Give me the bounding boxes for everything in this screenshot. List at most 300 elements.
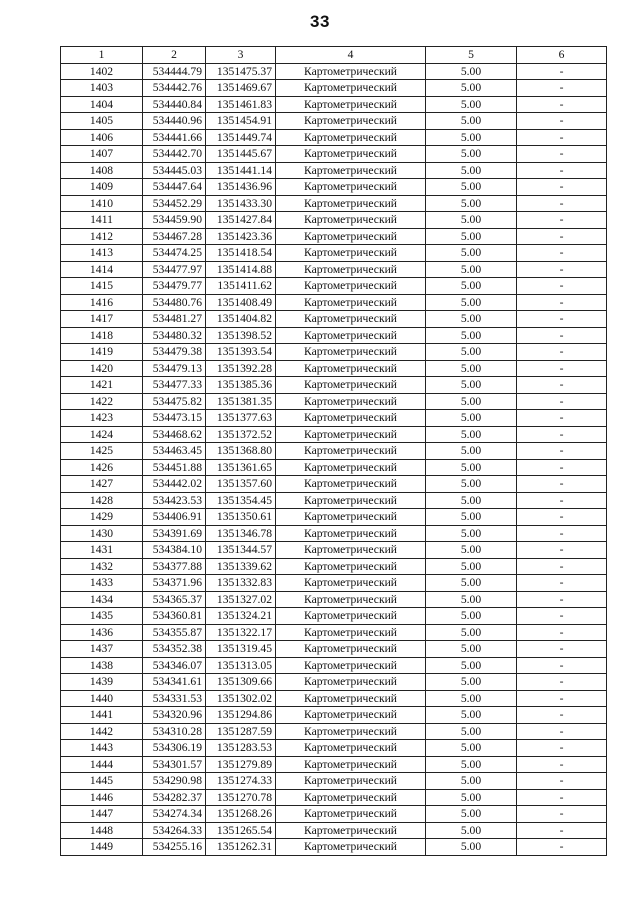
method-cell: Картометрический — [276, 245, 426, 262]
accuracy-cell: 5.00 — [426, 723, 517, 740]
column-header-6: 6 — [517, 47, 607, 64]
y-coordinate-cell: 1351313.05 — [206, 657, 276, 674]
x-coordinate-cell: 534290.98 — [143, 773, 206, 790]
note-cell: - — [517, 492, 607, 509]
method-cell: Картометрический — [276, 608, 426, 625]
point-number-cell: 1427 — [61, 476, 143, 493]
method-cell: Картометрический — [276, 591, 426, 608]
point-number-cell: 1413 — [61, 245, 143, 262]
accuracy-cell: 5.00 — [426, 327, 517, 344]
point-number-cell: 1449 — [61, 839, 143, 856]
point-number-cell: 1411 — [61, 212, 143, 229]
table-row — [61, 756, 607, 773]
accuracy-cell: 5.00 — [426, 839, 517, 856]
table-row — [61, 459, 607, 476]
table-row — [61, 179, 607, 196]
note-cell: - — [517, 129, 607, 146]
x-coordinate-cell: 534467.28 — [143, 228, 206, 245]
accuracy-cell: 5.00 — [426, 360, 517, 377]
accuracy-cell: 5.00 — [426, 740, 517, 757]
table-row — [61, 228, 607, 245]
method-cell: Картометрический — [276, 542, 426, 559]
y-coordinate-cell: 1351469.67 — [206, 80, 276, 97]
method-cell: Картометрический — [276, 822, 426, 839]
point-number-cell: 1408 — [61, 162, 143, 179]
y-coordinate-cell: 1351327.02 — [206, 591, 276, 608]
x-coordinate-cell: 534282.37 — [143, 789, 206, 806]
table-row — [61, 542, 607, 559]
y-coordinate-cell: 1351265.54 — [206, 822, 276, 839]
note-cell: - — [517, 459, 607, 476]
table-row — [61, 129, 607, 146]
accuracy-cell: 5.00 — [426, 426, 517, 443]
note-cell: - — [517, 624, 607, 641]
accuracy-cell: 5.00 — [426, 278, 517, 295]
accuracy-cell: 5.00 — [426, 509, 517, 526]
method-cell: Картометрический — [276, 723, 426, 740]
x-coordinate-cell: 534479.13 — [143, 360, 206, 377]
note-cell: - — [517, 80, 607, 97]
x-coordinate-cell: 534331.53 — [143, 690, 206, 707]
y-coordinate-cell: 1351372.52 — [206, 426, 276, 443]
method-cell: Картометрический — [276, 344, 426, 361]
method-cell: Картометрический — [276, 327, 426, 344]
x-coordinate-cell: 534360.81 — [143, 608, 206, 625]
x-coordinate-cell: 534274.34 — [143, 806, 206, 823]
x-coordinate-cell: 534320.96 — [143, 707, 206, 724]
note-cell: - — [517, 641, 607, 658]
method-cell: Картометрический — [276, 63, 426, 80]
table-row — [61, 624, 607, 641]
table-row — [61, 212, 607, 229]
column-header-5: 5 — [426, 47, 517, 64]
accuracy-cell: 5.00 — [426, 641, 517, 658]
point-number-cell: 1416 — [61, 294, 143, 311]
accuracy-cell: 5.00 — [426, 492, 517, 509]
x-coordinate-cell: 534479.77 — [143, 278, 206, 295]
accuracy-cell: 5.00 — [426, 162, 517, 179]
point-number-cell: 1434 — [61, 591, 143, 608]
accuracy-cell: 5.00 — [426, 657, 517, 674]
y-coordinate-cell: 1351332.83 — [206, 575, 276, 592]
table-row — [61, 690, 607, 707]
y-coordinate-cell: 1351344.57 — [206, 542, 276, 559]
point-number-cell: 1429 — [61, 509, 143, 526]
x-coordinate-cell: 534444.79 — [143, 63, 206, 80]
method-cell: Картометрический — [276, 377, 426, 394]
x-coordinate-cell: 534352.38 — [143, 641, 206, 658]
method-cell: Картометрический — [276, 707, 426, 724]
point-number-cell: 1431 — [61, 542, 143, 559]
table-row — [61, 393, 607, 410]
method-cell: Картометрический — [276, 278, 426, 295]
accuracy-cell: 5.00 — [426, 377, 517, 394]
note-cell: - — [517, 558, 607, 575]
point-number-cell: 1435 — [61, 608, 143, 625]
point-number-cell: 1448 — [61, 822, 143, 839]
point-number-cell: 1412 — [61, 228, 143, 245]
method-cell: Картометрический — [276, 228, 426, 245]
y-coordinate-cell: 1351346.78 — [206, 525, 276, 542]
note-cell: - — [517, 542, 607, 559]
point-number-cell: 1441 — [61, 707, 143, 724]
table-row — [61, 195, 607, 212]
note-cell: - — [517, 657, 607, 674]
accuracy-cell: 5.00 — [426, 806, 517, 823]
table-row — [61, 674, 607, 691]
x-coordinate-cell: 534406.91 — [143, 509, 206, 526]
table-row — [61, 261, 607, 278]
table-row — [61, 344, 607, 361]
table-row — [61, 80, 607, 97]
method-cell: Картометрический — [276, 410, 426, 427]
point-number-cell: 1438 — [61, 657, 143, 674]
note-cell: - — [517, 740, 607, 757]
accuracy-cell: 5.00 — [426, 476, 517, 493]
x-coordinate-cell: 534452.29 — [143, 195, 206, 212]
column-header-1: 1 — [61, 47, 143, 64]
column-header-4: 4 — [276, 47, 426, 64]
point-number-cell: 1421 — [61, 377, 143, 394]
note-cell: - — [517, 426, 607, 443]
note-cell: - — [517, 773, 607, 790]
accuracy-cell: 5.00 — [426, 575, 517, 592]
y-coordinate-cell: 1351268.26 — [206, 806, 276, 823]
accuracy-cell: 5.00 — [426, 212, 517, 229]
point-number-cell: 1444 — [61, 756, 143, 773]
accuracy-cell: 5.00 — [426, 63, 517, 80]
x-coordinate-cell: 534477.33 — [143, 377, 206, 394]
table-row — [61, 63, 607, 80]
y-coordinate-cell: 1351393.54 — [206, 344, 276, 361]
method-cell: Картометрический — [276, 641, 426, 658]
accuracy-cell: 5.00 — [426, 773, 517, 790]
table-row — [61, 476, 607, 493]
x-coordinate-cell: 534423.53 — [143, 492, 206, 509]
method-cell: Картометрический — [276, 839, 426, 856]
y-coordinate-cell: 1351461.83 — [206, 96, 276, 113]
accuracy-cell: 5.00 — [426, 707, 517, 724]
accuracy-cell: 5.00 — [426, 195, 517, 212]
table-row — [61, 822, 607, 839]
y-coordinate-cell: 1351279.89 — [206, 756, 276, 773]
method-cell: Картометрический — [276, 492, 426, 509]
accuracy-cell: 5.00 — [426, 113, 517, 130]
accuracy-cell: 5.00 — [426, 789, 517, 806]
point-number-cell: 1433 — [61, 575, 143, 592]
x-coordinate-cell: 534477.97 — [143, 261, 206, 278]
method-cell: Картометрический — [276, 426, 426, 443]
x-coordinate-cell: 534355.87 — [143, 624, 206, 641]
point-number-cell: 1410 — [61, 195, 143, 212]
method-cell: Картометрический — [276, 509, 426, 526]
point-number-cell: 1404 — [61, 96, 143, 113]
accuracy-cell: 5.00 — [426, 608, 517, 625]
method-cell: Картометрический — [276, 789, 426, 806]
x-coordinate-cell: 534442.76 — [143, 80, 206, 97]
x-coordinate-cell: 534301.57 — [143, 756, 206, 773]
point-number-cell: 1428 — [61, 492, 143, 509]
x-coordinate-cell: 534441.66 — [143, 129, 206, 146]
note-cell: - — [517, 360, 607, 377]
method-cell: Картометрический — [276, 773, 426, 790]
point-number-cell: 1439 — [61, 674, 143, 691]
note-cell: - — [517, 789, 607, 806]
table-row — [61, 575, 607, 592]
table-row — [61, 492, 607, 509]
accuracy-cell: 5.00 — [426, 146, 517, 163]
y-coordinate-cell: 1351309.66 — [206, 674, 276, 691]
table-row — [61, 641, 607, 658]
x-coordinate-cell: 534391.69 — [143, 525, 206, 542]
header-row — [61, 47, 607, 64]
x-coordinate-cell: 534264.33 — [143, 822, 206, 839]
note-cell: - — [517, 63, 607, 80]
point-number-cell: 1430 — [61, 525, 143, 542]
x-coordinate-cell: 534365.37 — [143, 591, 206, 608]
method-cell: Картометрический — [276, 162, 426, 179]
x-coordinate-cell: 534371.96 — [143, 575, 206, 592]
method-cell: Картометрический — [276, 690, 426, 707]
y-coordinate-cell: 1351294.86 — [206, 707, 276, 724]
note-cell: - — [517, 806, 607, 823]
y-coordinate-cell: 1351427.84 — [206, 212, 276, 229]
point-number-cell: 1446 — [61, 789, 143, 806]
x-coordinate-cell: 534445.03 — [143, 162, 206, 179]
x-coordinate-cell: 534442.02 — [143, 476, 206, 493]
method-cell: Картометрический — [276, 96, 426, 113]
accuracy-cell: 5.00 — [426, 525, 517, 542]
method-cell: Картометрический — [276, 311, 426, 328]
note-cell: - — [517, 327, 607, 344]
note-cell: - — [517, 674, 607, 691]
table-row — [61, 278, 607, 295]
note-cell: - — [517, 212, 607, 229]
y-coordinate-cell: 1351361.65 — [206, 459, 276, 476]
note-cell: - — [517, 228, 607, 245]
table-row — [61, 509, 607, 526]
table-header — [61, 47, 607, 64]
table-row — [61, 377, 607, 394]
x-coordinate-cell: 534463.45 — [143, 443, 206, 460]
accuracy-cell: 5.00 — [426, 294, 517, 311]
note-cell: - — [517, 179, 607, 196]
note-cell: - — [517, 410, 607, 427]
note-cell: - — [517, 690, 607, 707]
y-coordinate-cell: 1351377.63 — [206, 410, 276, 427]
table-row — [61, 146, 607, 163]
method-cell: Картометрический — [276, 393, 426, 410]
x-coordinate-cell: 534459.90 — [143, 212, 206, 229]
point-number-cell: 1415 — [61, 278, 143, 295]
point-number-cell: 1414 — [61, 261, 143, 278]
accuracy-cell: 5.00 — [426, 443, 517, 460]
point-number-cell: 1409 — [61, 179, 143, 196]
method-cell: Картометрический — [276, 558, 426, 575]
y-coordinate-cell: 1351423.36 — [206, 228, 276, 245]
y-coordinate-cell: 1351475.37 — [206, 63, 276, 80]
accuracy-cell: 5.00 — [426, 96, 517, 113]
note-cell: - — [517, 608, 607, 625]
note-cell: - — [517, 245, 607, 262]
x-coordinate-cell: 534442.70 — [143, 146, 206, 163]
table-row — [61, 839, 607, 856]
table-row — [61, 558, 607, 575]
note-cell: - — [517, 377, 607, 394]
accuracy-cell: 5.00 — [426, 311, 517, 328]
accuracy-cell: 5.00 — [426, 261, 517, 278]
point-number-cell: 1440 — [61, 690, 143, 707]
point-number-cell: 1418 — [61, 327, 143, 344]
accuracy-cell: 5.00 — [426, 822, 517, 839]
accuracy-cell: 5.00 — [426, 80, 517, 97]
y-coordinate-cell: 1351357.60 — [206, 476, 276, 493]
method-cell: Картометрический — [276, 113, 426, 130]
y-coordinate-cell: 1351287.59 — [206, 723, 276, 740]
note-cell: - — [517, 476, 607, 493]
note-cell: - — [517, 113, 607, 130]
y-coordinate-cell: 1351441.14 — [206, 162, 276, 179]
y-coordinate-cell: 1351368.80 — [206, 443, 276, 460]
table-row — [61, 591, 607, 608]
table-row — [61, 723, 607, 740]
accuracy-cell: 5.00 — [426, 459, 517, 476]
y-coordinate-cell: 1351385.36 — [206, 377, 276, 394]
method-cell: Картометрический — [276, 806, 426, 823]
accuracy-cell: 5.00 — [426, 393, 517, 410]
method-cell: Картометрический — [276, 575, 426, 592]
x-coordinate-cell: 534310.28 — [143, 723, 206, 740]
x-coordinate-cell: 534475.82 — [143, 393, 206, 410]
table-row — [61, 96, 607, 113]
point-number-cell: 1426 — [61, 459, 143, 476]
point-number-cell: 1417 — [61, 311, 143, 328]
table-row — [61, 525, 607, 542]
y-coordinate-cell: 1351408.49 — [206, 294, 276, 311]
note-cell: - — [517, 509, 607, 526]
table-row — [61, 707, 607, 724]
accuracy-cell: 5.00 — [426, 591, 517, 608]
point-number-cell: 1402 — [61, 63, 143, 80]
table-row — [61, 245, 607, 262]
point-number-cell: 1443 — [61, 740, 143, 757]
method-cell: Картометрический — [276, 740, 426, 757]
y-coordinate-cell: 1351324.21 — [206, 608, 276, 625]
table-row — [61, 657, 607, 674]
accuracy-cell: 5.00 — [426, 674, 517, 691]
y-coordinate-cell: 1351283.53 — [206, 740, 276, 757]
y-coordinate-cell: 1351322.17 — [206, 624, 276, 641]
method-cell: Картометрический — [276, 195, 426, 212]
point-number-cell: 1407 — [61, 146, 143, 163]
y-coordinate-cell: 1351274.33 — [206, 773, 276, 790]
x-coordinate-cell: 534480.32 — [143, 327, 206, 344]
point-number-cell: 1403 — [61, 80, 143, 97]
point-number-cell: 1442 — [61, 723, 143, 740]
y-coordinate-cell: 1351404.82 — [206, 311, 276, 328]
x-coordinate-cell: 534346.07 — [143, 657, 206, 674]
accuracy-cell: 5.00 — [426, 624, 517, 641]
y-coordinate-cell: 1351270.78 — [206, 789, 276, 806]
note-cell: - — [517, 707, 607, 724]
note-cell: - — [517, 146, 607, 163]
table-row — [61, 311, 607, 328]
y-coordinate-cell: 1351392.28 — [206, 360, 276, 377]
note-cell: - — [517, 311, 607, 328]
x-coordinate-cell: 534474.25 — [143, 245, 206, 262]
x-coordinate-cell: 534473.15 — [143, 410, 206, 427]
accuracy-cell: 5.00 — [426, 344, 517, 361]
accuracy-cell: 5.00 — [426, 228, 517, 245]
y-coordinate-cell: 1351354.45 — [206, 492, 276, 509]
y-coordinate-cell: 1351436.96 — [206, 179, 276, 196]
y-coordinate-cell: 1351411.62 — [206, 278, 276, 295]
note-cell: - — [517, 96, 607, 113]
method-cell: Картометрический — [276, 525, 426, 542]
point-number-cell: 1432 — [61, 558, 143, 575]
table-row — [61, 806, 607, 823]
column-header-3: 3 — [206, 47, 276, 64]
y-coordinate-cell: 1351398.52 — [206, 327, 276, 344]
method-cell: Картометрический — [276, 443, 426, 460]
x-coordinate-cell: 534479.38 — [143, 344, 206, 361]
method-cell: Картометрический — [276, 476, 426, 493]
note-cell: - — [517, 723, 607, 740]
note-cell: - — [517, 393, 607, 410]
y-coordinate-cell: 1351339.62 — [206, 558, 276, 575]
table-row — [61, 789, 607, 806]
point-number-cell: 1445 — [61, 773, 143, 790]
method-cell: Картометрический — [276, 261, 426, 278]
point-number-cell: 1419 — [61, 344, 143, 361]
table-row — [61, 608, 607, 625]
x-coordinate-cell: 534447.64 — [143, 179, 206, 196]
table-row — [61, 410, 607, 427]
method-cell: Картометрический — [276, 146, 426, 163]
y-coordinate-cell: 1351433.30 — [206, 195, 276, 212]
x-coordinate-cell: 534341.61 — [143, 674, 206, 691]
note-cell: - — [517, 294, 607, 311]
x-coordinate-cell: 534255.16 — [143, 839, 206, 856]
y-coordinate-cell: 1351445.67 — [206, 146, 276, 163]
method-cell: Картометрический — [276, 129, 426, 146]
note-cell: - — [517, 344, 607, 361]
x-coordinate-cell: 534440.96 — [143, 113, 206, 130]
accuracy-cell: 5.00 — [426, 756, 517, 773]
method-cell: Картометрический — [276, 212, 426, 229]
table-row — [61, 162, 607, 179]
point-number-cell: 1425 — [61, 443, 143, 460]
column-header-2: 2 — [143, 47, 206, 64]
note-cell: - — [517, 195, 607, 212]
y-coordinate-cell: 1351350.61 — [206, 509, 276, 526]
note-cell: - — [517, 591, 607, 608]
method-cell: Картометрический — [276, 294, 426, 311]
note-cell: - — [517, 525, 607, 542]
accuracy-cell: 5.00 — [426, 410, 517, 427]
accuracy-cell: 5.00 — [426, 129, 517, 146]
method-cell: Картометрический — [276, 674, 426, 691]
y-coordinate-cell: 1351381.35 — [206, 393, 276, 410]
point-number-cell: 1405 — [61, 113, 143, 130]
method-cell: Картометрический — [276, 360, 426, 377]
x-coordinate-cell: 534480.76 — [143, 294, 206, 311]
method-cell: Картометрический — [276, 657, 426, 674]
note-cell: - — [517, 278, 607, 295]
coordinates-table — [60, 46, 607, 856]
method-cell: Картометрический — [276, 179, 426, 196]
table-row — [61, 740, 607, 757]
